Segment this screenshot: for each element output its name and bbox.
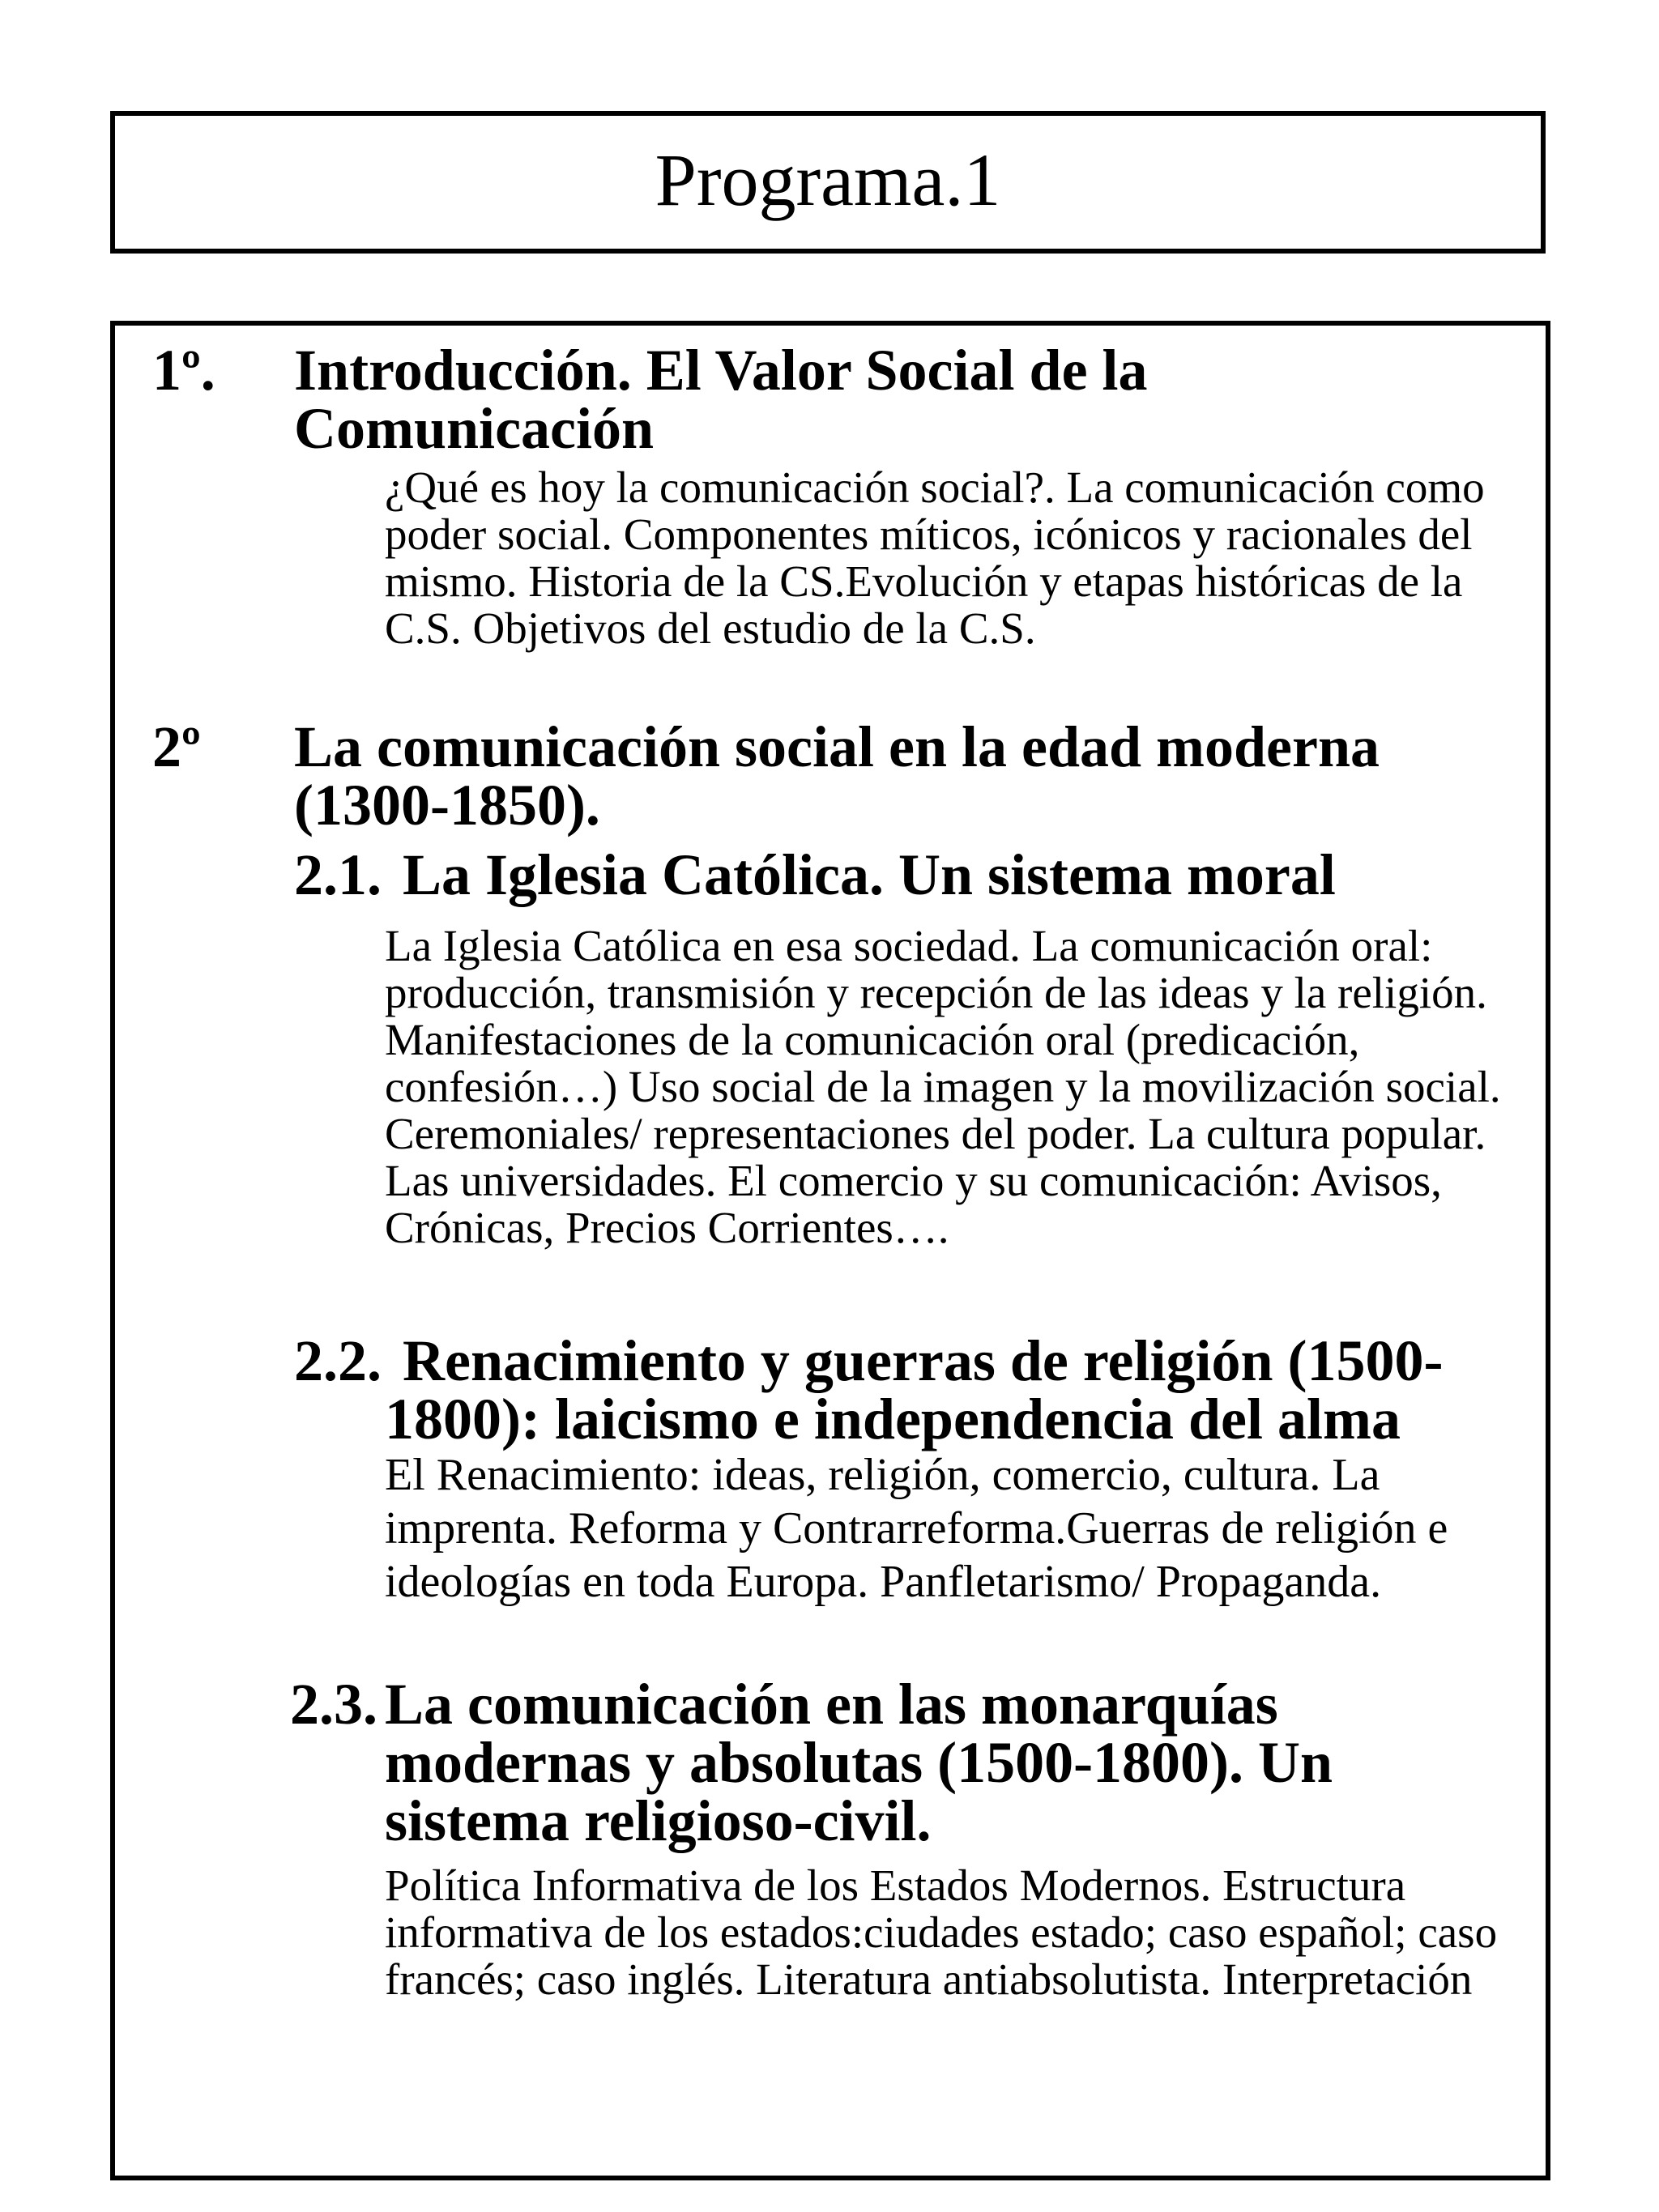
title-box (110, 111, 1546, 254)
page-title: Programa.1 (655, 139, 1001, 221)
subsection-number: 2.3. (290, 1672, 377, 1737)
subsection-body: Política Informativa de los Estados Modernos. Estructura informativa de los estados:ciudades estado; caso español; caso francés; caso inglés. Literatura antiabsolutista. Interpretación (385, 1860, 1498, 2004)
subsection-heading: Renacimiento y guerras de religión (1500-1800): laicismo e independencia del alma (385, 1328, 1444, 1451)
subsection-body: La Iglesia Católica en esa sociedad. La comunicación oral: producción, transmisión y recepción de las ideas y la religión. Manifestaciones de la comunicación oral (predicación, confesión…) Uso social de la imagen y la movilización social. Ceremoniales/ representaciones del poder. La cultura popular. Las universidades. El comercio y su comunicación: Avisos, Crónicas, Precios Corrientes…. (385, 921, 1501, 1252)
section-number: 1º. (152, 338, 215, 403)
subsection-heading: La comunicación en las monarquías modernas y absolutas (1500-1800). Un sistema religioso-civil. (385, 1672, 1333, 1853)
subsection-number: 2.1. (294, 842, 382, 907)
content-box (110, 321, 1550, 2180)
subsection-body: El Renacimiento: ideas, religión, comercio, cultura. La imprenta. Reforma y Contrarreforma.Guerras de religión e ideologías en toda Europa. Panfletarismo/ Propaganda. (385, 1450, 1448, 1607)
section-body: ¿Qué es hoy la comunicación social?. La comunicación como poder social. Componentes míticos, icónicos y racionales del mismo. Historia de la CS.Evolución y etapas históricas de la C.S. Objetivos del estudio de la C.S. (385, 462, 1485, 653)
section-heading: Introducción. El Valor Social de la Comunicación (294, 338, 1148, 461)
section-heading: La comunicación social en la edad moderna (1300-1850). (294, 714, 1380, 837)
section-number: 2º (152, 714, 201, 779)
subsection-heading: La Iglesia Católica. Un sistema moral (403, 842, 1336, 907)
subsection-number: 2.2. (294, 1328, 382, 1393)
